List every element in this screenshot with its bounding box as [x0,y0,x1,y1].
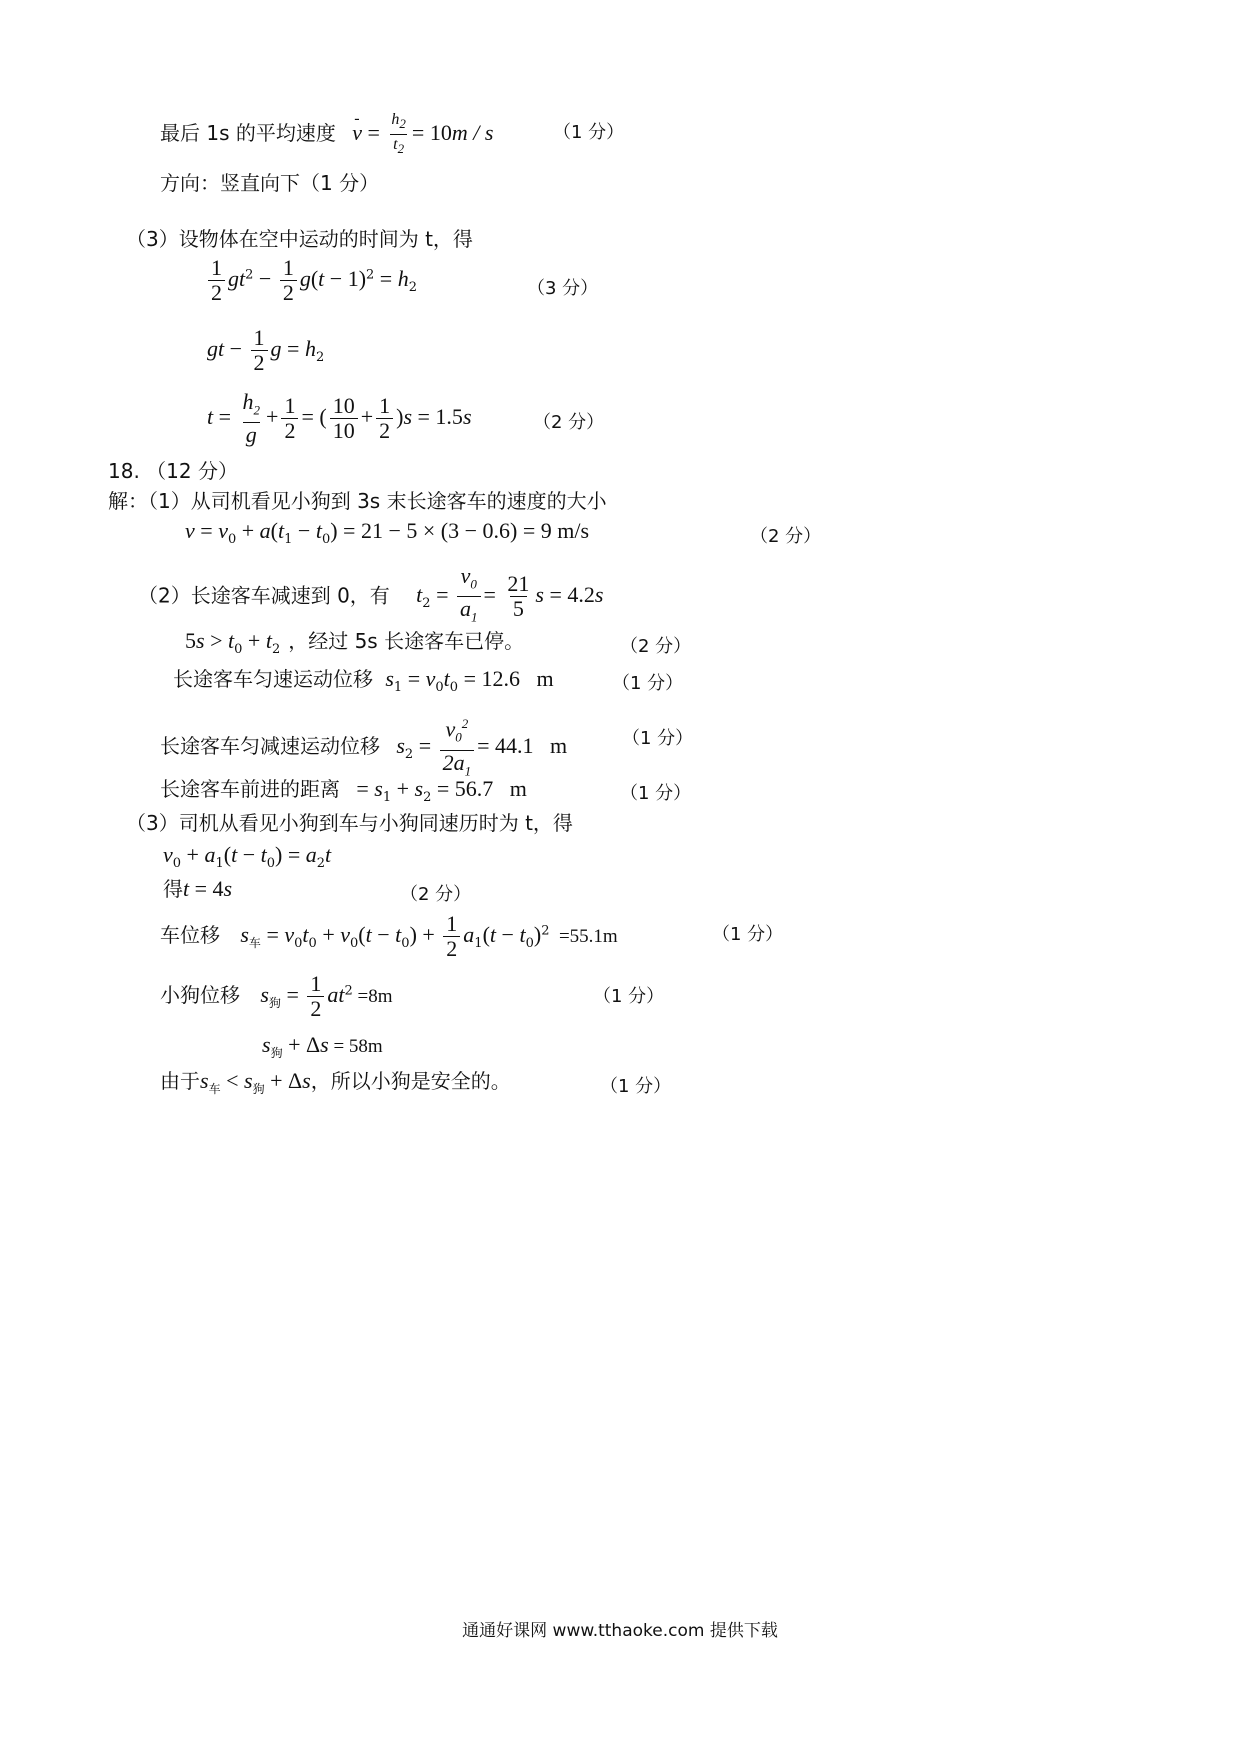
q18-dist-label: 长途客车前进的距离 [160,777,340,801]
q18-part1-formula: $v = v_0 + a(t_1 - t_0) = 21 - 5 \times (3 - 0.6) = 9$ m/s [185,518,590,547]
q18-dog-label: 小狗位移 [160,983,240,1007]
q18-stop-score: （2 分） [620,636,692,657]
equation-3-score: （2 分） [533,412,605,433]
equation-1-score: （3 分） [527,278,599,299]
footer-text: 通通好课网 www.tthaoke.com 提供下载 [462,1621,778,1641]
direction-line: 方向：竖直向下（1 分） [160,171,380,195]
q18-conclusion-score: （1 分） [600,1076,672,1097]
q18-conclusion-line: 由于$s_车 < s_狗 + \Delta s$，所以小狗是安全的。 [160,1068,511,1096]
q18-t-result-score: （2 分） [400,884,472,905]
q18-s1-score: （1 分） [612,673,684,694]
avg-velocity-formula: - v = $\frac{h_2}{t_2}$ = 10m / s [352,121,493,145]
q18-conclusion-text: ，所以小狗是安全的。 [310,1069,511,1093]
q18-s1-line: 长途客车匀速运动位移 $s_1 = v_0t_0 = 12.6$ m [173,666,554,695]
q18-part2-intro: （2）长途客车减速到 0，有 [138,583,390,608]
avg-velocity-line [160,110,493,159]
q18-header: 18. （12 分） [108,459,238,483]
q18-s2-label: 长途客车匀减速运动位移 [160,734,380,759]
q18-stop-line: $5s > t_0 + t_2$ ，经过 5s 长途客车已停。 [185,628,525,657]
q18-part1-intro: 解：（1）从司机看见小狗到 3s 末长途客车的速度的大小 [108,489,607,513]
q18-part3-intro: （3）司机从看见小狗到车与小狗同速历时为 t，得 [126,811,573,835]
q18-dist-score: （1 分） [620,783,692,804]
q18-part3-eq1: $v_0 + a_1(t - t_0) = a_2t$ [163,842,332,871]
q18-stop-text: ，经过 5s 长途客车已停。 [288,629,525,653]
q18-dog-score: （1 分） [593,986,665,1007]
q18-part3-result: 得t = 4s [163,876,233,901]
q18-car-line: 车位移 $s_车 = v_0t_0 + v_0(t - t_0)$ + $\frac{1}{2}$ $a_1(t - t_0)^2 =55.1m$ [160,911,618,961]
q18-dist-line: 长途客车前进的距离 = $s_1 + s_2 = 56.7$ m [160,776,527,805]
q18-car-label: 车位移 [160,923,220,947]
avg-velocity-score: （1 分） [553,122,625,143]
q18-dog-line: 小狗位移 $s_狗$ = $\frac{1}{2}$ $at^2 =8m$ [160,971,393,1021]
q18-s2-line: 长途客车匀减速运动位移 $s_2$ = $\frac{v_0^2}{2a_1}$ = 44.1 m [160,712,567,783]
avg-velocity-label: 最后 1s 的平均速度 [160,121,336,146]
equation-3: t = $\frac{h_2}{g}$ + $\frac{1}{2}$ = ( $\frac{10}{10}$ + $\frac{1}{2}$ )s = 1.5s [207,389,472,448]
q18-part2-line: （2）长途客车减速到 0，有 $t_2$ = $\frac{v_0}{a_1}$ = $\frac{21}{5}$ s = 4.2s [138,564,603,630]
equation-2: gt − $\frac{1}{2}$ $g = h_2$ [207,325,325,375]
part3-intro: （3）设物体在空中运动的时间为 t，得 [126,227,473,251]
equation-1: $\frac{1}{2}$ $gt^2$ − $\frac{1}{2}$ $g(t - 1)^2 = h_2$ [205,256,417,305]
q18-conclusion-prefix: 由于 [160,1069,200,1093]
q18-part1-score: （2 分） [750,526,822,547]
q18-car-score: （1 分） [712,924,784,945]
q18-s1-label: 长途客车匀速运动位移 [173,667,373,691]
q18-dog-plus-line: $s_狗 + \Delta s = 58m$ [262,1032,383,1060]
q18-s2-score: （1 分） [622,728,694,749]
